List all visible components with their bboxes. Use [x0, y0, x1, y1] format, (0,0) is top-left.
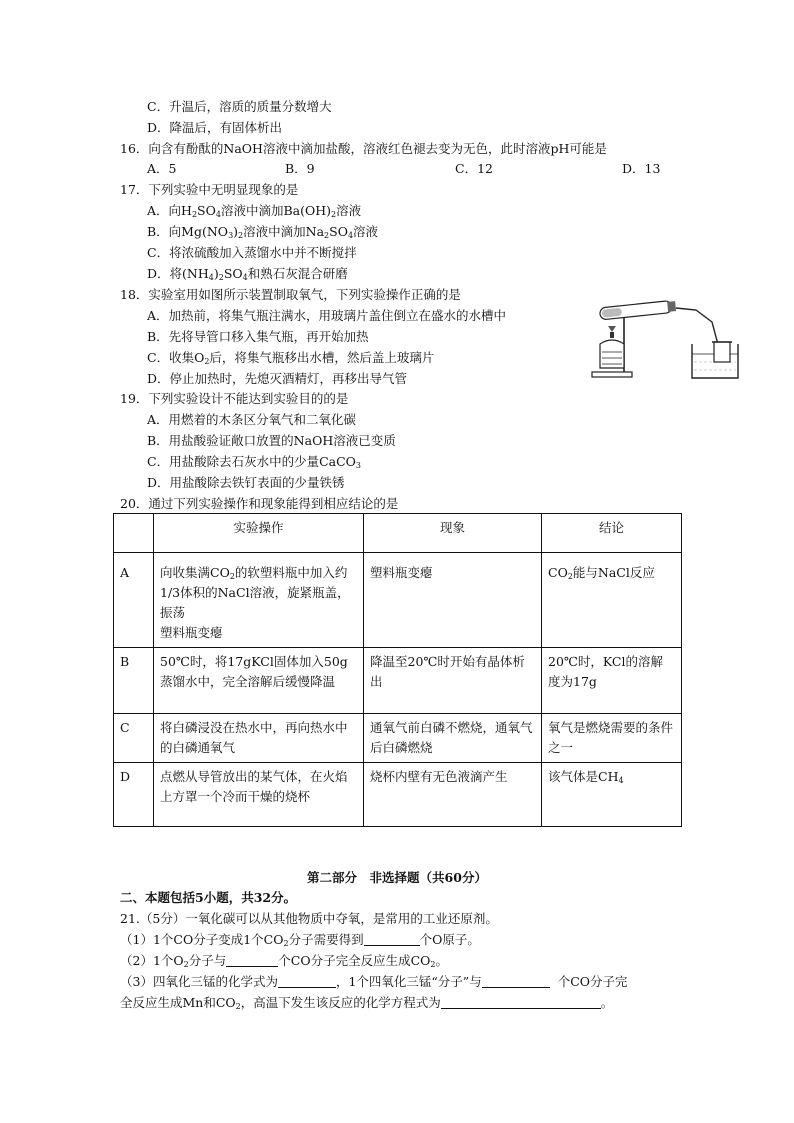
q15-option-d: D．降温后，有固体析出 — [147, 120, 283, 135]
q20-row-conclusion: 氧气是燃烧需要的条件之一 — [542, 714, 682, 763]
q21-sub1: （1）1个CO分子变成1个$CO_2$分子需要得到 个O原子。 — [120, 932, 480, 948]
q18-stem: 18．实验室用如图所示装置制取氧气，下列实验操作正确的是 — [120, 287, 461, 302]
q18-option-a: A．加热前，将集气瓶注满水，用玻璃片盖住倒立在盛水的水槽中 — [147, 308, 507, 323]
q16-option-d: D．13 — [622, 161, 661, 176]
q20-table — [113, 513, 682, 827]
q18-option-b: B．先将导管口移入集气瓶，再开始加热 — [147, 329, 369, 344]
q17-option-b: B．向$Mg(NO_3)_2$溶液中滴加$Na_2SO_4$溶液 — [147, 224, 379, 240]
q20-header-row — [114, 514, 682, 553]
part2-section-heading: 二、本题包括5小题，共32分。 — [120, 890, 297, 905]
q20-row-conclusion: $CO_2$能与NaCl反应 — [542, 553, 682, 648]
q20-header-blank — [114, 514, 154, 553]
answer-blank[interactable] — [278, 975, 336, 988]
q20-header-conclusion: 结论 — [542, 514, 682, 553]
table-row — [114, 553, 682, 648]
q16-option-b: B．9 — [285, 161, 315, 176]
q20-row-label: C — [114, 714, 154, 763]
q19-option-c: C．用盐酸除去石灰水中的少量CaCO$_3$ — [147, 454, 361, 470]
q17-option-d: D．将$(NH_4)_2SO_4$和熟石灰混合研磨 — [147, 266, 348, 282]
answer-blank[interactable] — [441, 996, 601, 1009]
q20-row-phenomenon: 烧杯内壁有无色液滴产生 — [364, 763, 542, 827]
q20-row-conclusion: 20℃时，KCl的溶解度为17g — [542, 648, 682, 714]
q20-row-operation: 50℃时，将17gKCl固体加入50g蒸馏水中，完全溶解后缓慢降温 — [154, 648, 364, 714]
answer-blank[interactable] — [364, 933, 420, 946]
q17-option-a: A．向$H_2SO_4$溶液中滴加$Ba(OH)_2$溶液 — [147, 203, 362, 219]
q16-stem: 16．向含有酚酞的NaOH溶液中滴加盐酸，溶液红色褪去变为无色，此时溶液pH可能是 — [120, 141, 607, 156]
q20-row-label: A — [114, 553, 154, 648]
q21-sub2: （2）1个$O_2$分子与 个CO分子完全反应生成$CO_2$。 — [120, 953, 448, 969]
q20-row-operation: 点燃从导管放出的某气体，在火焰上方罩一个冷而干燥的烧杯 — [154, 763, 364, 827]
q20-row-phenomenon: 通氧气前白磷不燃烧，通氧气后白磷燃烧 — [364, 714, 542, 763]
q20-header-operation: 实验操作 — [154, 514, 364, 553]
q17-option-c: C．将浓硫酸加入蒸馏水中并不断搅拌 — [147, 245, 357, 260]
q19-option-d: D．用盐酸除去铁钉表面的少量铁锈 — [147, 475, 345, 490]
table-row — [114, 714, 682, 763]
oxygen-apparatus-figure — [588, 292, 740, 382]
q19-option-a: A．用燃着的木条区分氧气和二氧化碳 — [147, 412, 357, 427]
q20-row-phenomenon: 降温至20℃时开始有晶体析出 — [364, 648, 542, 714]
q15-option-c: C．升温后，溶质的质量分数增大 — [147, 99, 332, 114]
q19-option-b: B．用盐酸验证敞口放置的NaOH溶液已变质 — [147, 433, 396, 448]
q20-row-conclusion: 该气体是$CH_4$ — [542, 763, 682, 827]
q19-stem: 19．下列实验设计不能达到实验目的的是 — [120, 391, 349, 406]
q18-option-c: C．收集$O_2$后，将集气瓶移出水槽，然后盖上玻璃片 — [147, 350, 435, 366]
q20-row-label: D — [114, 763, 154, 827]
table-row — [114, 763, 682, 827]
table-row — [114, 648, 682, 714]
q21-stem: 21.（5分）一氧化碳可以从其他物质中夺氧，是常用的工业还原剂。 — [120, 911, 498, 926]
q20-row-label: B — [114, 648, 154, 714]
answer-blank[interactable] — [482, 975, 550, 988]
q20-stem: 20．通过下列实验操作和现象能得到相应结论的是 — [120, 496, 399, 511]
q16-option-c: C．12 — [455, 161, 493, 176]
q20-row-operation: 向收集满$CO_2$的软塑料瓶中加入约1/3体积的NaCl溶液，旋紧瓶盖，振荡 塑料瓶变瘪 — [154, 553, 364, 648]
q16-option-a: A．5 — [147, 161, 177, 176]
q17-stem: 17．下列实验中无明显现象的是 — [120, 182, 299, 197]
q21-sub3: （3）四氧化三锰的化学式为 ，1个四氧化三锰“分子”与 个CO分子完 — [120, 974, 628, 989]
q18-option-d: D．停止加热时，先熄灭酒精灯，再移出导气管 — [147, 371, 408, 386]
q20-header-phenomenon: 现象 — [364, 514, 542, 553]
q21-sub3-cont: 全反应生成Mn和$CO_2$，高温下发生该反应的化学方程式为 。 — [120, 995, 614, 1011]
part2-title: 第二部分 非选择题（共60分） — [307, 870, 487, 885]
answer-blank[interactable] — [226, 954, 278, 967]
q20-row-phenomenon: 塑料瓶变瘪 — [364, 553, 542, 648]
q20-row-operation: 将白磷浸没在热水中，再向热水中的白磷通氧气 — [154, 714, 364, 763]
